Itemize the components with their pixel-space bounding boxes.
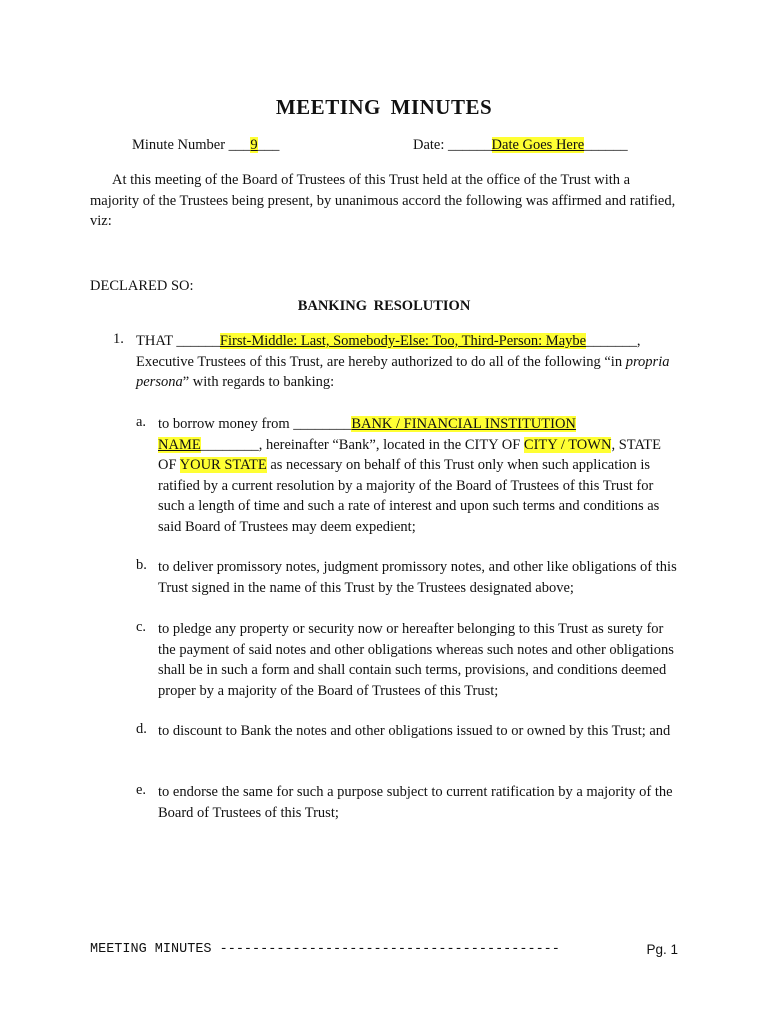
meeting-date: [413, 137, 628, 154]
minute-number-label: Minute Number: [132, 137, 229, 153]
resolution-title: BANKING RESOLUTION: [297, 298, 471, 314]
trustee-names: First-Middle: Last, Somebody-Else: Too, Third-Person: Maybe: [219, 333, 587, 349]
item-b-text: to deliver promissory notes, judgment promissory notes, and other like obligations of this Trust signed in the name of this Trust by the Trustees designated above;: [158, 559, 677, 596]
date-blank-post: ______: [584, 137, 628, 153]
item-1-that: THAT ______: [136, 333, 220, 349]
footer-text: MEETING MINUTES ------------------------------------------: [90, 942, 560, 957]
item-e-letter: e.: [136, 782, 147, 798]
minute-number-value: 9: [250, 137, 258, 153]
item-1-body-a: Executive Trustees of this Trust, are hereby authorized to do all of the following “in: [136, 353, 626, 370]
item-b-letter: b.: [136, 557, 147, 573]
item-a-text: [158, 414, 680, 537]
bank-name-line-1: BANK / FINANCIAL INSTITUTION: [351, 416, 576, 432]
page-number: Pg. 1: [646, 942, 678, 957]
item-1-text: [136, 331, 681, 393]
page-footer: [90, 942, 680, 957]
minute-number-blank-pre: ___: [228, 137, 251, 153]
item-a-part-2: ________, hereinafter “Bank”, located in the CITY OF: [200, 436, 524, 453]
item-1-body-b: ” with regards to banking:: [182, 374, 335, 390]
item-a-part-1: to borrow money from ________: [158, 416, 352, 432]
item-d-text: to discount to Bank the notes and other obligations issued to or owned by this Trust; and: [158, 723, 671, 739]
minute-number: [132, 137, 279, 154]
item-1-blank: _______,: [586, 333, 641, 349]
date-value: Date Goes Here: [491, 137, 585, 153]
item-c-text: to pledge any property or security now or hereafter belonging to this Trust as surety for the payment of said notes and other obligations whereas such notes and other obligations shall be in such a form and shall contain such terms, provisions, and conditions deemed proper by a majority of the Board of Trustees of this Trust;: [158, 621, 674, 699]
item-a-part-3: , STATE OF: [158, 436, 662, 473]
item-e-text: to endorse the same for such a purpose subject to current ratification by a majority of the Board of Trustees of this Trust;: [158, 784, 673, 821]
minute-number-blank-post: ___: [257, 137, 280, 153]
state-value: YOUR STATE: [179, 457, 267, 473]
intro-paragraph: At this meeting of the Board of Trustees of this Trust held at the office of the Trust with a majority of the Trustees being present, by unanimous accord the following was affirmed and ratified, viz:: [90, 172, 676, 229]
date-blank-pre: ______: [448, 137, 492, 153]
bank-name-line-2: NAME: [158, 436, 201, 453]
item-a-part-4: as necessary on behalf of this Trust only when such application is ratified by a current resolution by a majority of the Board of Trustees of this Trust for such a length of time and such a rate of interest and upon such terms and conditions as said Board of Trustees may deem expedient;: [158, 457, 660, 535]
item-1-italic: propria persona: [136, 353, 670, 390]
declared-heading: DECLARED SO:: [90, 278, 194, 294]
item-1-number: 1.: [113, 331, 124, 347]
city-value: CITY / TOWN: [523, 436, 612, 453]
item-d-letter: d.: [136, 721, 147, 737]
page-title: MEETING MINUTES: [275, 95, 493, 119]
item-c-letter: c.: [136, 619, 147, 635]
date-label: Date:: [413, 137, 449, 153]
item-a-letter: a.: [136, 414, 147, 430]
